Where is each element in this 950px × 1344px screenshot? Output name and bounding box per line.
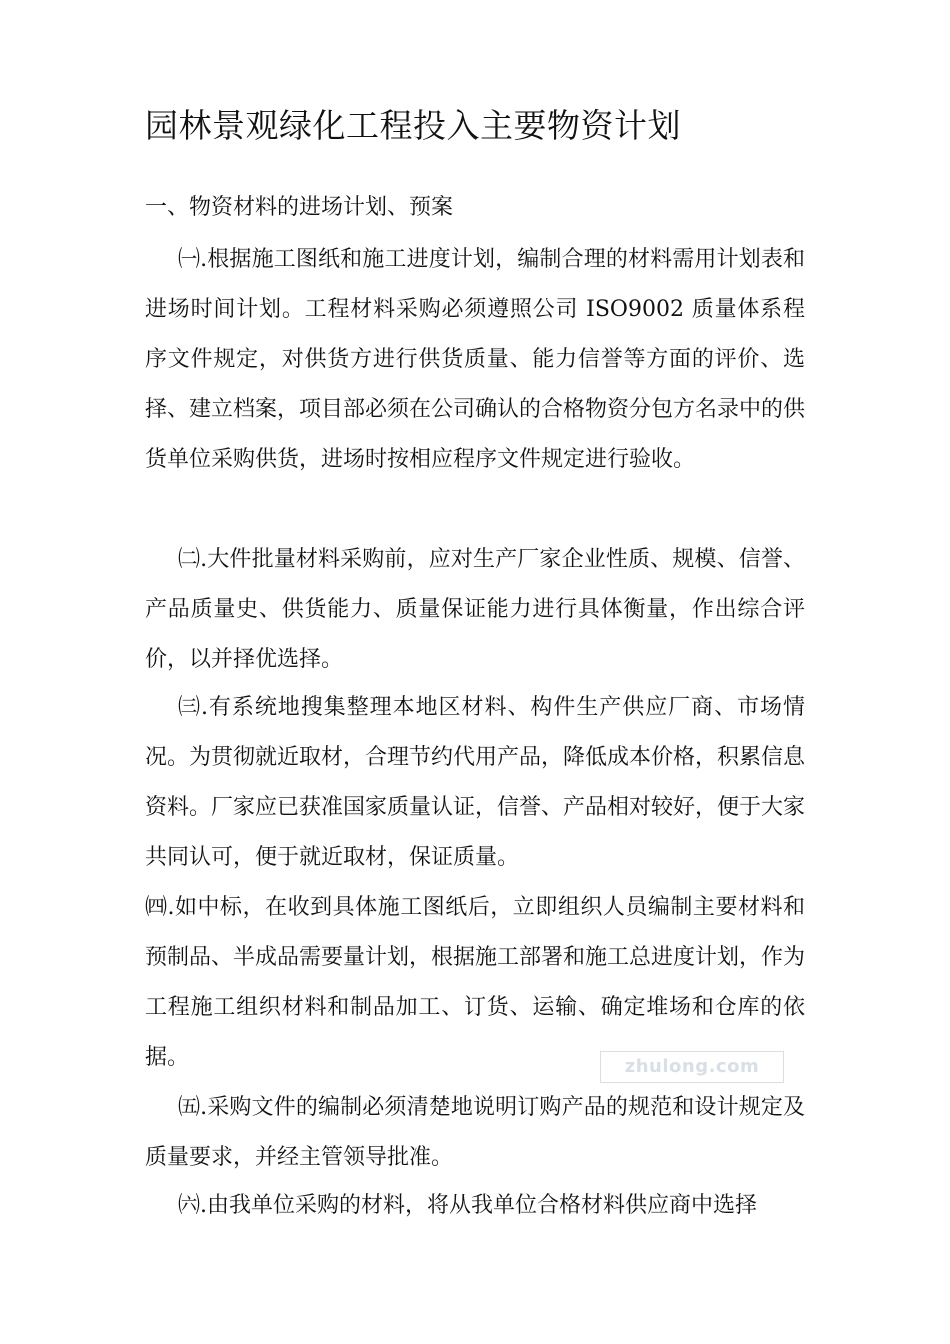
watermark-logo: zhulong.com [600, 1051, 784, 1083]
paragraph-6: ㈥.由我单位采购的材料，将从我单位合格材料供应商中选择 [178, 1193, 757, 1218]
paragraph-5: ㈤.采购文件的编制必须清楚地说明订购产品的规范和设计规定及质量要求，并经主管领导批准。 [145, 1095, 805, 1170]
paragraph-4: ㈣.如中标，在收到具体施工图纸后，立即组织人员编制主要材料和预制品、半成品需要量计划，根据施工部署和施工总进度计划，作为工程施工组织材料和制品加工、订货、运输、确定堆场和仓库的依据。 [145, 895, 806, 1070]
section-heading: 一、物资材料的进场计划、预案 [145, 195, 454, 220]
document-title: 园林景观绿化工程投入主要物资计划 [145, 106, 681, 145]
paragraph-2: ㈡.大件批量材料采购前，应对生产厂家企业性质、规模、信誉、产品质量史、供货能力、质量保证能力进行具体衡量，作出综合评价，以并择优选择。 [145, 547, 805, 672]
paragraph-3: ㈢.有系统地搜集整理本地区材料、构件生产供应厂商、市场情况。为贯彻就近取材，合理节约代用产品，降低成本价格，积累信息资料。厂家应已获准国家质量认证，信誉、产品相对较好，便于大家共同认可，便于就近取材，保证质量。 [145, 695, 806, 870]
paragraph-1: ㈠.根据施工图纸和施工进度计划，编制合理的材料需用计划表和进场时间计划。工程材料采购必须遵照公司 ISO9002 质量体系程序文件规定，对供货方进行供货质量、能力信誉等方面的评价、选择、建立档案，项目部必须在公司确认的合格物资分包方名录中的供货单位采购供货，进场时按相应程序文件规定进行验收。 [145, 247, 806, 472]
